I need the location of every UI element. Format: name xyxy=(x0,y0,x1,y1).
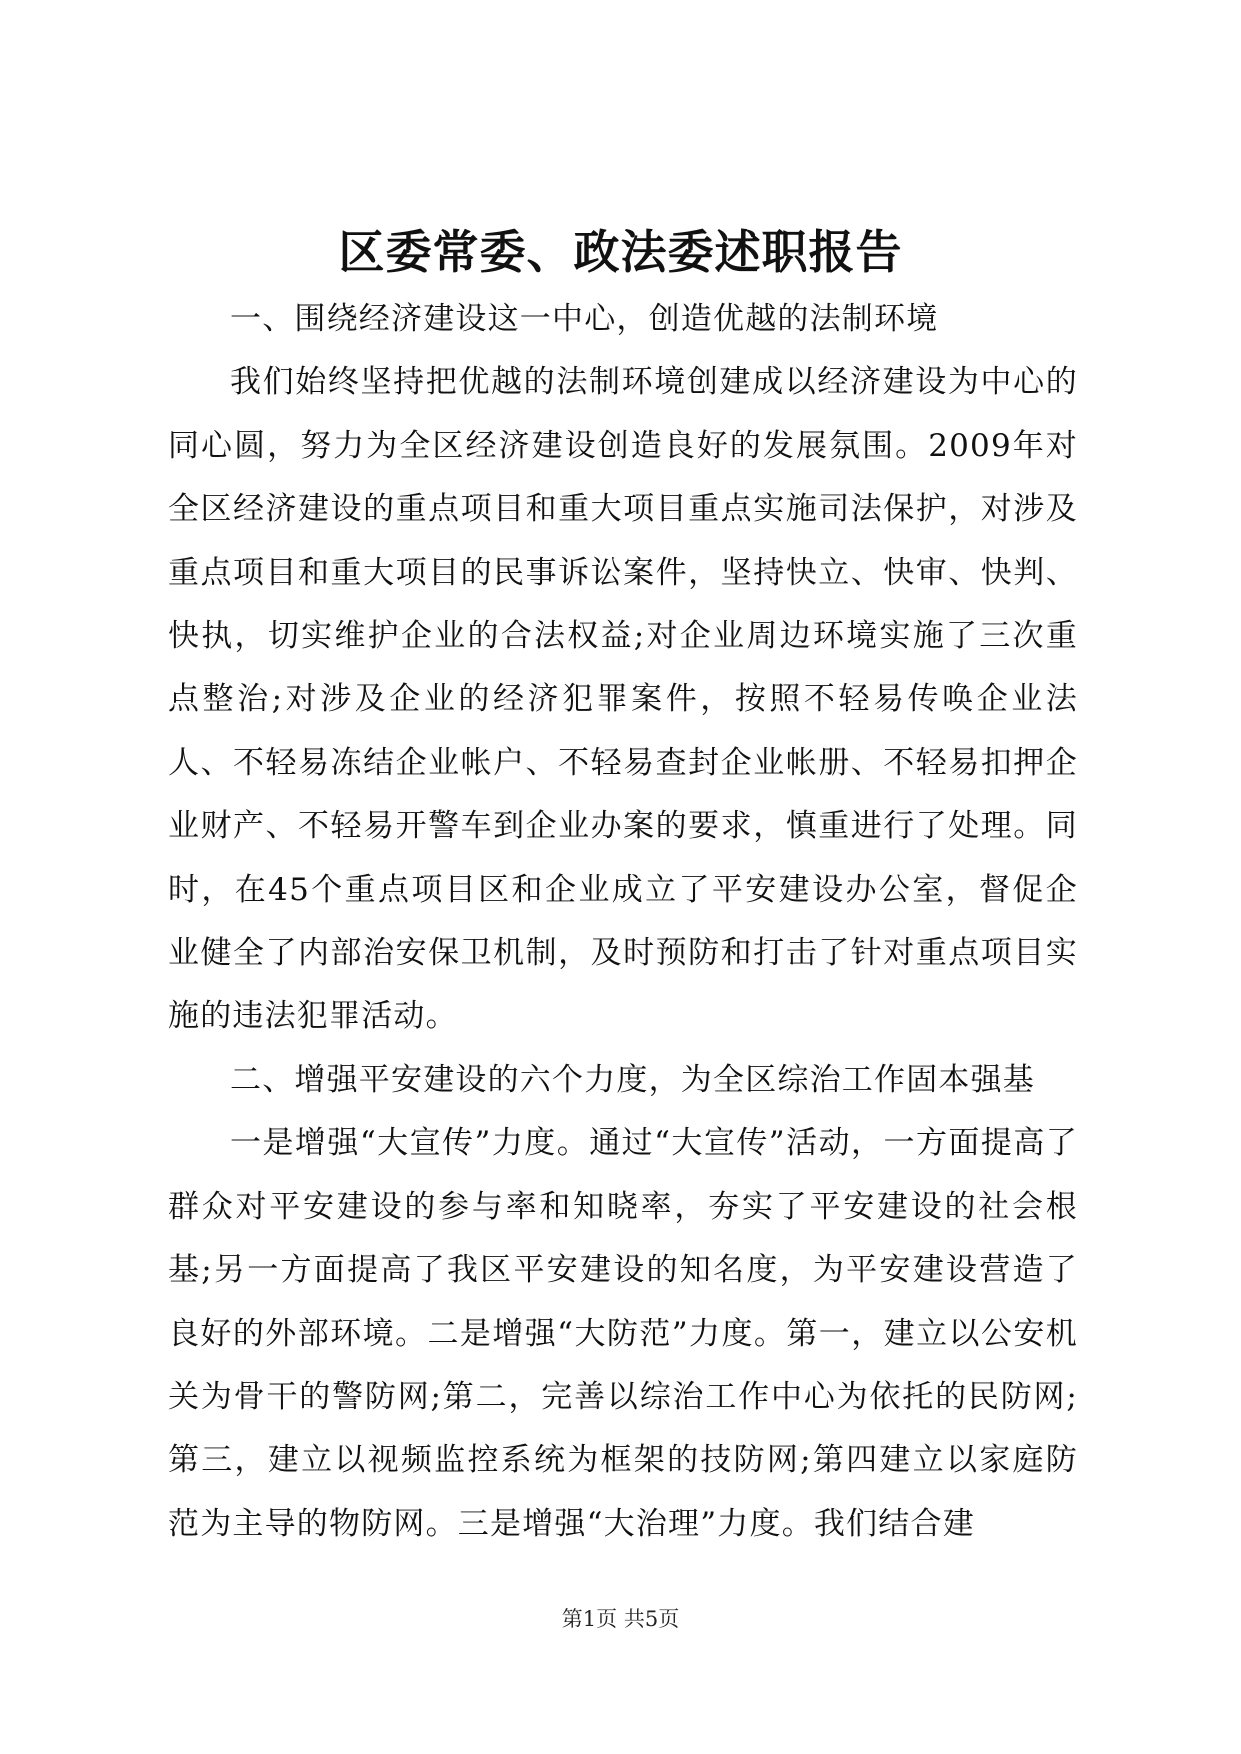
document-body xyxy=(168,288,1078,1556)
section-heading-1: 一、围绕经济建设这一中心，创造优越的法制环境 xyxy=(230,301,939,337)
document-title: 区委常委、政法委述职报告 xyxy=(338,225,903,279)
page-footer: 第1页 共5页 xyxy=(561,1607,680,1631)
section-heading-2: 二、增强平安建设的六个力度，为全区综治工作固本强基 xyxy=(230,1061,1035,1098)
paragraph-2: 一是增强“大宣传”力度。通过“大宣传”活动，一方面提高了群众对平安建设的参与率和知晓率，夯实了平安建设的社会根基;另一方面提高了我区平安建设的知名度，为平安建设营造了良好的外部环境。二是增强“大防范”力度。第一，建立以公安机关为骨干的警防网;第二，完善以综治工作中心为依托的民防网;第三，建立以视频监控系统为框架的技防网;第四建立以家庭防范为主导的物防网。三是增强“大治理”力度。我们结合建 xyxy=(168,1125,1078,1542)
paragraph-1: 我们始终坚持把优越的法制环境创建成以经济建设为中心的同心圆，努力为全区经济建设创造良好的发展氛围。2009年对全区经济建设的重点项目和重大项目重点实施司法保护，对涉及重点项目和重大项目的民事诉讼案件，坚持快立、快审、快判、快执，切实维护企业的合法权益;对企业周边环境实施了三次重点整治;对涉及企业的经济犯罪案件，按照不轻易传唤企业法人、不轻易冻结企业帐户、不轻易查封企业帐册、不轻易扣押企业财产、不轻易开警车到企业办案的要求，慎重进行了处理。同时，在45个重点项目区和企业成立了平安建设办公室，督促企业健全了内部治安保卫机制，及时预防和打击了针对重点项目实施的违法犯罪活动。 xyxy=(168,364,1078,1035)
